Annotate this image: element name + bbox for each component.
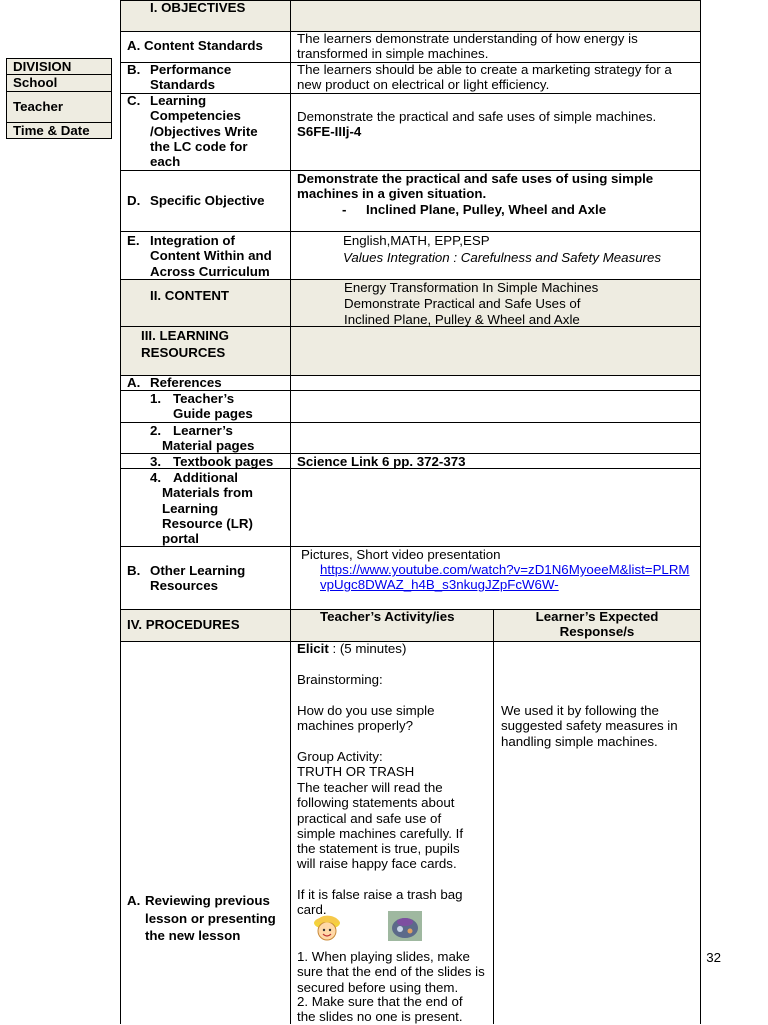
references-letter: A.: [127, 375, 141, 390]
statement-1: 1. When playing slides, make sure that the end of the slides is secured before using them.: [297, 949, 485, 995]
integration-letter: E.: [127, 233, 140, 248]
teacher-label: Teacher: [13, 99, 64, 114]
elicit-time: : (5 minutes): [328, 641, 407, 656]
performance-letter: B.: [127, 62, 141, 77]
specific-bullet: Inclined Plane, Pulley, Wheel and Axle: [366, 202, 607, 217]
content-standards-label: A. Content Standards: [127, 38, 263, 53]
false-instruction: If it is false raise a trash bag card.: [297, 887, 463, 918]
specific-letter: D.: [127, 193, 141, 208]
statement-2: 2. Make sure that the end of the slides no one is present.: [297, 994, 463, 1025]
elicit-label: Elicit: [297, 641, 329, 656]
activity-instructions: The teacher will read the following statements about practical and safe use of simple machines carefully. If the statement is true, pupils will raise happy face cards.: [297, 780, 464, 872]
tb-label: Textbook pages: [173, 454, 274, 469]
division-label: DIVISION: [13, 59, 72, 74]
group-activity-label: Group Activity:: [297, 749, 383, 764]
integration-label: Integration of Content Within and Across Curriculum: [150, 233, 272, 279]
trash-bag-card-image: [388, 911, 422, 941]
competencies-label: Learning Competencies /Objectives Write the LC code for each: [150, 93, 258, 170]
content-line-1: Energy Transformation In Simple Machines: [344, 280, 599, 295]
elicit-line: [297, 641, 406, 656]
add-label: Additional Materials from Learning Resource (LR) portal: [162, 470, 253, 547]
tg-number: 1.: [150, 391, 162, 406]
content-standards-text: The learners demonstrate understanding of how energy is transformed in simple machines.: [297, 31, 638, 62]
brainstorm-question: How do you use simple machines properly?: [297, 703, 435, 734]
brainstorming-label: Brainstorming:: [297, 672, 383, 687]
tb-number: 3.: [150, 454, 162, 469]
lm-label: Learner’s Material pages: [162, 423, 255, 454]
lm-number: 2.: [150, 423, 162, 438]
performance-text: The learners should be able to create a marketing strategy for a new product on electrical or light efficiency.: [297, 62, 672, 93]
page-number: 32: [706, 950, 721, 965]
procedures-heading: IV. PROCEDURES: [127, 617, 240, 632]
tg-label: Teacher’s Guide pages: [173, 391, 253, 422]
review-label: Reviewing previous lesson or presenting the new lesson: [145, 893, 276, 943]
competencies-letter: C.: [127, 93, 141, 108]
specific-text: Demonstrate the practical and safe uses of using simple machines in a given situation.: [297, 171, 654, 202]
objectives-heading: I. OBJECTIVES: [150, 0, 246, 15]
other-letter: B.: [127, 563, 141, 578]
learner-expected-answer: We used it by following the suggested safety measures in handling simple machines.: [501, 703, 678, 749]
references-label: References: [150, 375, 222, 390]
other-text: Pictures, Short video presentation: [301, 547, 501, 562]
other-label: Other Learning Resources: [150, 563, 246, 594]
specific-label: Specific Objective: [150, 193, 265, 208]
happy-face-card-image: [309, 912, 345, 944]
learner-response-header: Learner’s Expected Response/s: [535, 609, 659, 640]
integration-subjects: English,MATH, EPP,ESP: [343, 233, 490, 248]
integration-values: Values Integration : Carefulness and Safety Measures: [343, 250, 662, 265]
content-line-3: Inclined Plane, Pulley & Wheel and Axle: [344, 312, 580, 327]
content-line-2: Demonstrate Practical and Safe Uses of: [344, 296, 581, 311]
specific-bullet-dash: -: [342, 202, 347, 217]
school-label: School: [13, 75, 58, 90]
add-number: 4.: [150, 470, 162, 485]
resources-heading: III. LEARNING RESOURCES: [141, 328, 229, 360]
tb-text: Science Link 6 pp. 372-373: [297, 454, 466, 469]
review-letter: A.: [127, 893, 141, 908]
competencies-text: Demonstrate the practical and safe uses of simple machines.: [297, 109, 657, 124]
content-heading: II. CONTENT: [150, 288, 230, 303]
performance-label: Performance Standards: [150, 62, 232, 93]
competencies-code: S6FE-IIIj-4: [297, 124, 362, 139]
time-date-label: Time & Date: [13, 123, 90, 138]
teacher-activity-header: Teacher’s Activity/ies: [320, 609, 455, 624]
truth-or-trash-title: TRUTH OR TRASH: [297, 764, 415, 779]
youtube-link[interactable]: https://www.youtube.com/watch?v=zD1N6MyoeeM&list=PLRMvpUgc8DWAZ_h4B_s3nkugJZpFcW6W-: [320, 562, 690, 593]
